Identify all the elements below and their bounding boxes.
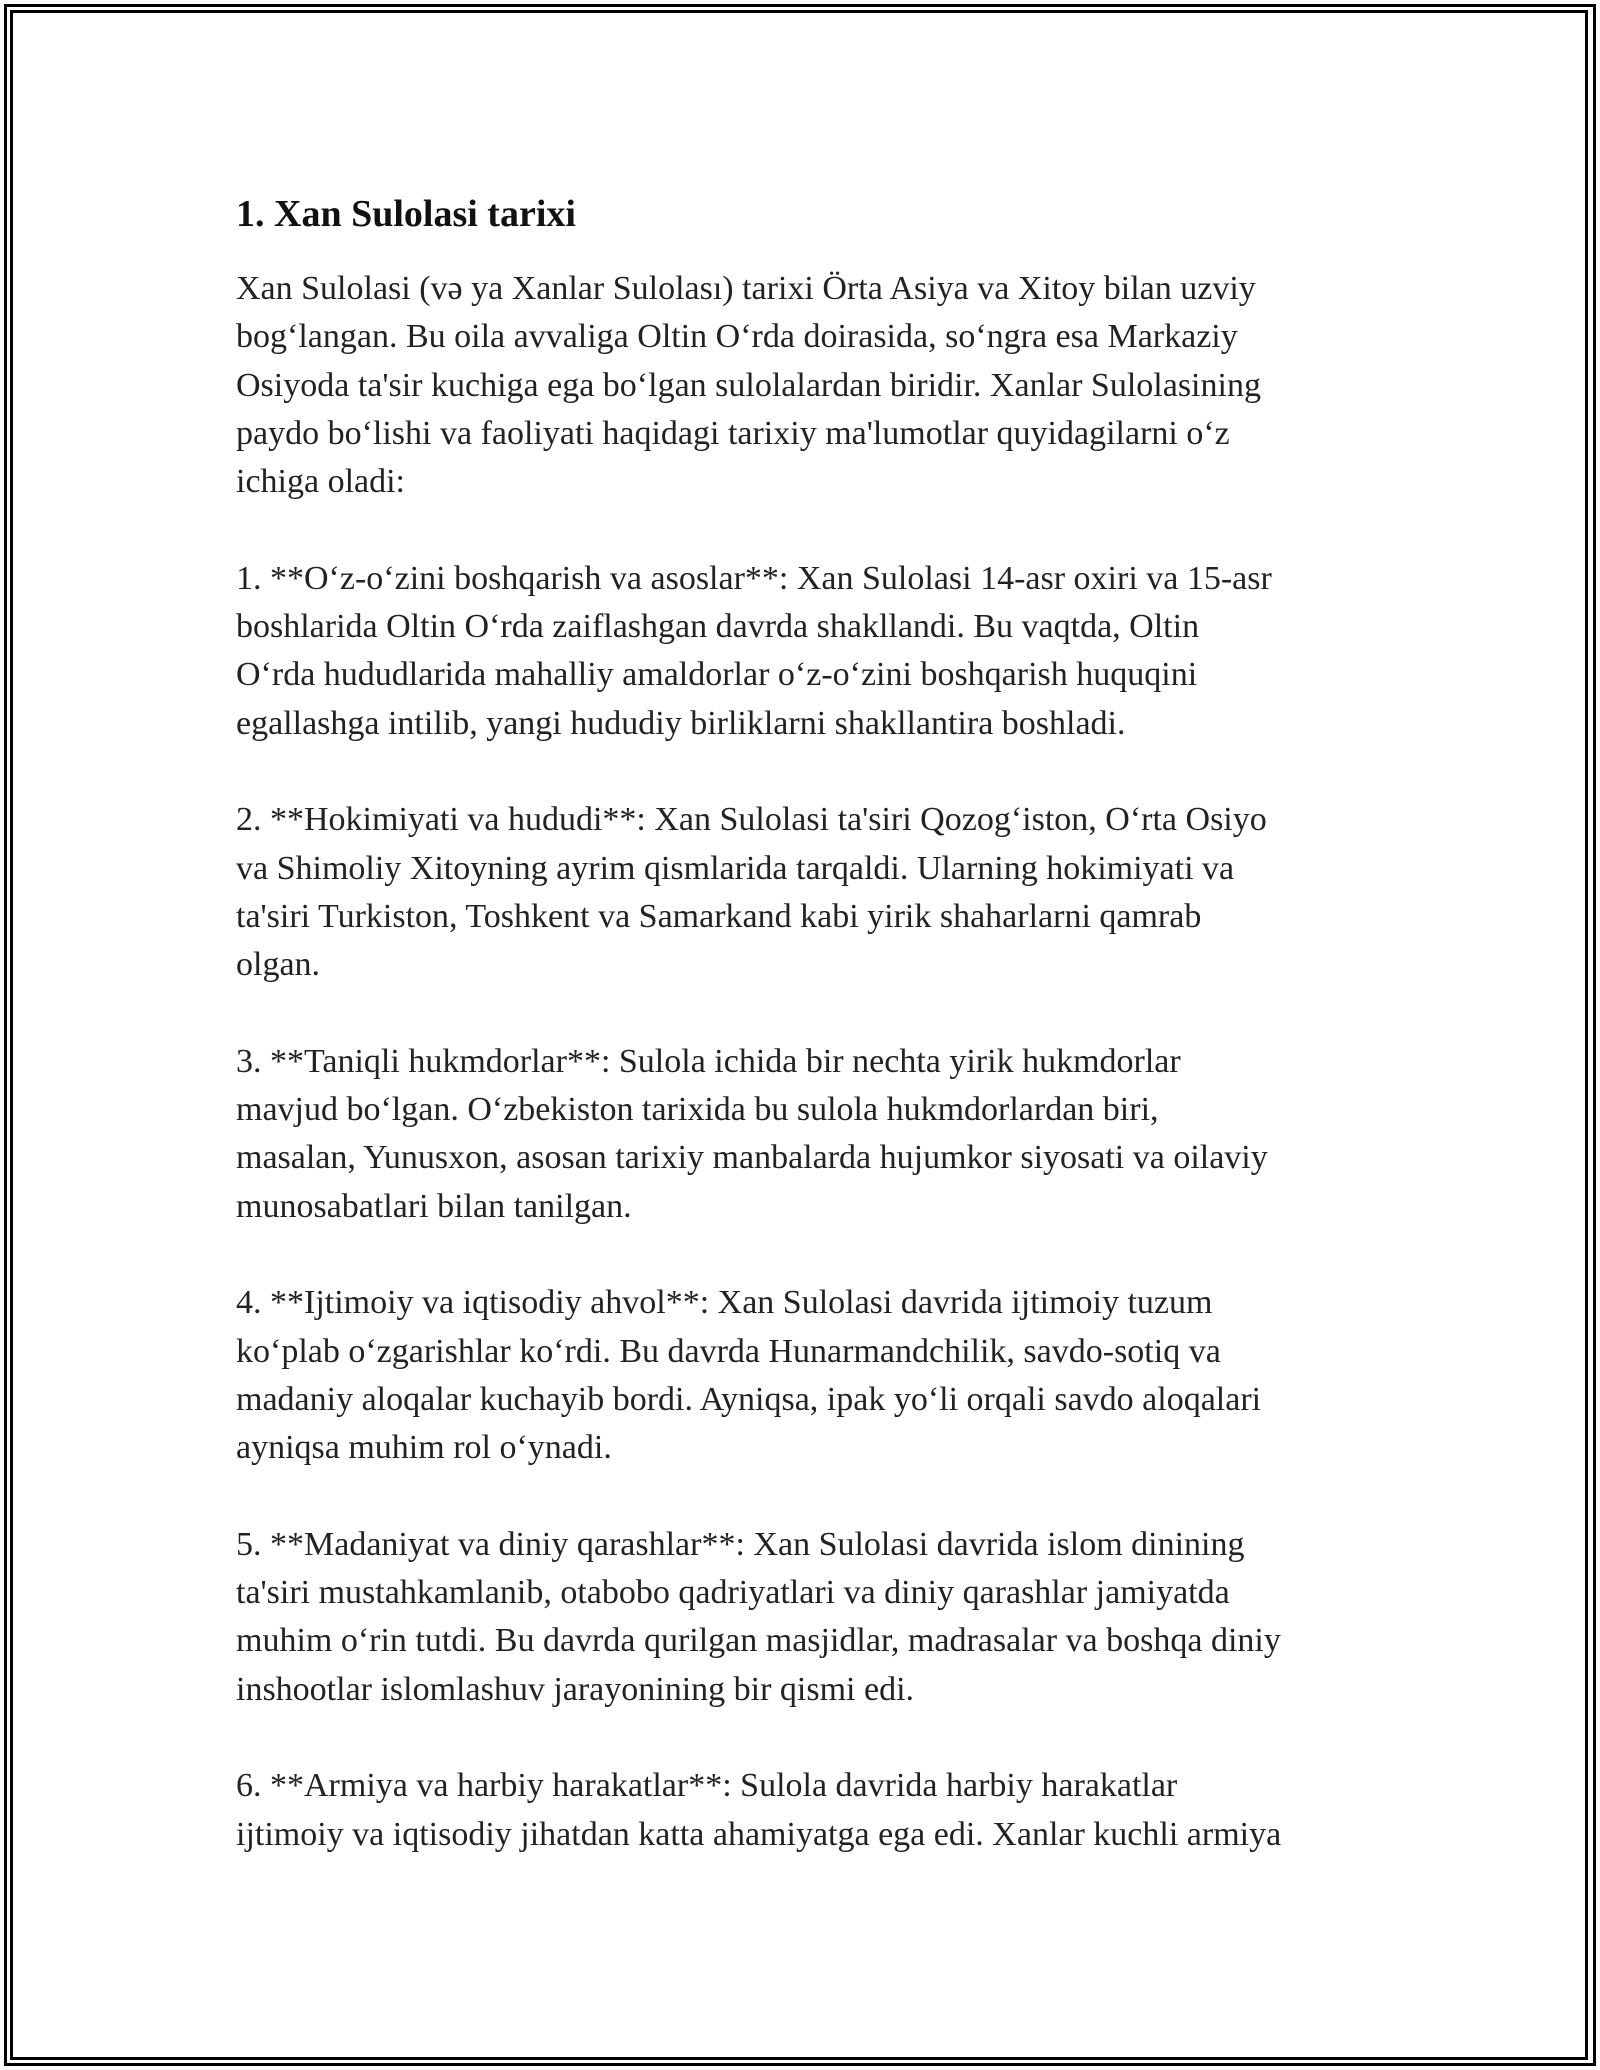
text-line: Xan Sulolasi (və ya Xanlar Sulolası) tarixi Örta Asiya va Xitoy bilan uzviy — [236, 270, 1256, 307]
list-item-6-paragraph — [236, 1762, 1396, 1859]
text-line: va Shimoliy Xitoyning ayrim qismlarida tarqaldi. Ularning hokimiyati va — [236, 849, 1235, 887]
list-item-4-paragraph — [236, 1279, 1396, 1472]
text-line: madaniy aloqalar kuchayib bordi. Ayniqsa, ipak yo‘li orqali savdo aloqalari — [236, 1380, 1262, 1418]
text-line: boshlarida Oltin O‘rda zaiflashgan davrda shakllandi. Bu vaqtda, Oltin — [236, 608, 1200, 646]
text-line: egallashga intilib, yangi hududiy birliklarni shakllantira boshladi. — [236, 704, 1126, 742]
text-line: ta'siri Turkiston, Toshkent va Samarkand kabi yirik shaharlarni qamrab — [236, 897, 1202, 935]
text-line: 5. **Madaniyat va diniy qarashlar**: Xan Sulolasi davrida islom dinining — [236, 1525, 1245, 1563]
text-line: mavjud bo‘lgan. O‘zbekiston tarixida bu sulola hukmdorlardan biri, — [236, 1091, 1159, 1129]
list-item-3-paragraph — [236, 1038, 1396, 1231]
text-line: ayniqsa muhim rol o‘ynadi. — [236, 1429, 612, 1467]
list-item-1-paragraph — [236, 555, 1396, 748]
text-line: 3. **Taniqli hukmdorlar**: Sulola ichida bir nechta yirik hukmdorlar — [236, 1042, 1181, 1080]
text-line: munosabatlari bilan tanilgan. — [236, 1187, 632, 1225]
text-line: 4. **Ijtimoiy va iqtisodiy ahvol**: Xan Sulolasi davrida ijtimoiy tuzum — [236, 1284, 1213, 1322]
text-line: ko‘plab o‘zgarishlar ko‘rdi. Bu davrda Hunarmandchilik, savdo-sotiq va — [236, 1332, 1221, 1370]
text-line: 1. **O‘z-o‘zini boshqarish va asoslar**: Xan Sulolasi 14-asr oxiri va 15-asr — [236, 559, 1272, 597]
list-item-5-paragraph — [236, 1521, 1396, 1714]
text-line: ta'siri mustahkamlanib, otabobo qadriyatlari va diniy qarashlar jamiyatda — [236, 1574, 1230, 1612]
list-item-2-paragraph — [236, 796, 1396, 989]
text-line: inshootlar islomlashuv jarayonining bir qismi edi. — [236, 1670, 915, 1708]
text-line: O‘rda hududlarida mahalliy amaldorlar o‘z-o‘zini boshqarish huquqini — [236, 656, 1198, 694]
intro-paragraph — [236, 265, 1396, 506]
text-line: 2. **Hokimiyati va hududi**: Xan Sulolasi ta'siri Qozog‘iston, O‘rta Osiyo — [236, 801, 1267, 839]
text-line: ijtimoiy va iqtisodiy jihatdan katta ahamiyatga ega edi. Xanlar kuchli armiya — [236, 1815, 1282, 1853]
text-line: ichiga oladi: — [236, 463, 406, 501]
text-line: masalan, Yunusxon, asosan tarixiy manbalarda hujumkor siyosati va oilaviy — [236, 1139, 1268, 1177]
text-line: muhim o‘rin tutdi. Bu davrda qurilgan masjidlar, madrasalar va boshqa diniy — [236, 1622, 1281, 1660]
document-title: 1. Xan Sulolasi tarixi — [236, 193, 576, 235]
text-line: bog‘langan. Bu oila avvaliga Oltin O‘rda doirasida, so‘ngra esa Markaziy — [236, 318, 1238, 356]
text-line: paydo bo‘lishi va faoliyati haqidagi tarixiy ma'lumotlar quyidagilarni o‘z — [236, 414, 1230, 452]
text-line: olgan. — [236, 946, 321, 984]
document-body — [236, 180, 1396, 1907]
text-line: 6. **Armiya va harbiy harakatlar**: Sulola davrida harbiy harakatlar — [236, 1767, 1178, 1805]
text-line: Osiyoda ta'sir kuchiga ega bo‘lgan sulolalardan biridir. Xanlar Sulolasining — [236, 366, 1261, 404]
